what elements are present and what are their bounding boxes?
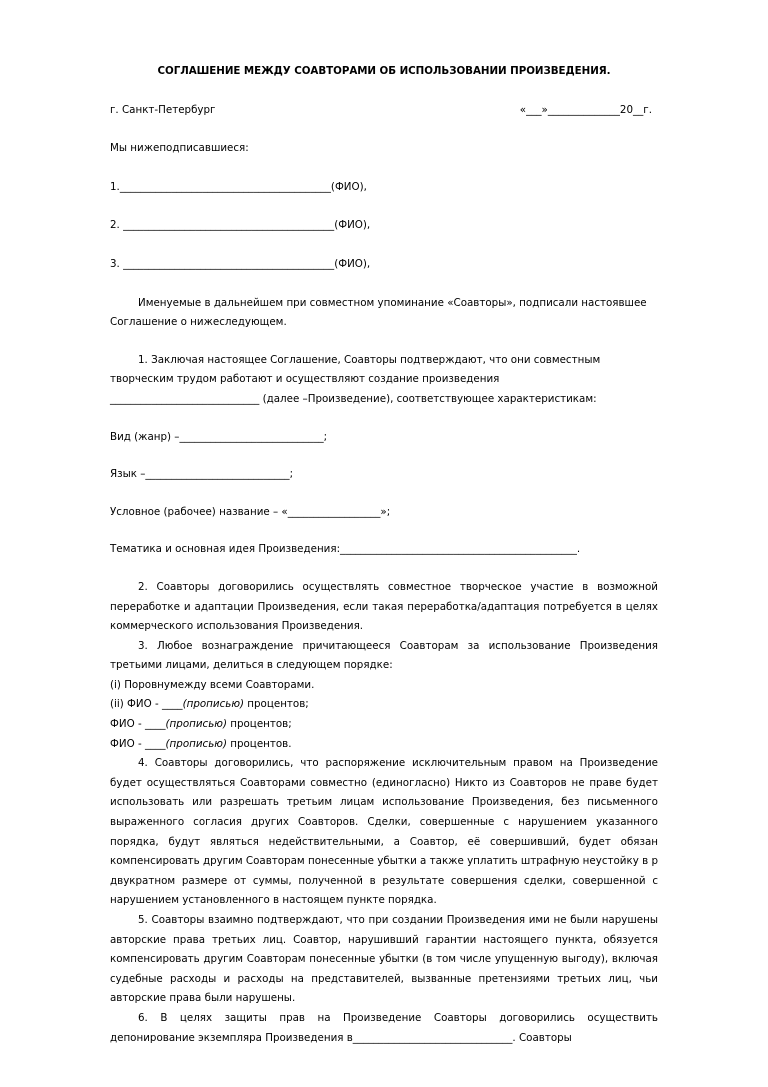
spacer [110,236,658,255]
signatory-blank: _________________________________________ [123,257,335,270]
spacer [110,333,658,351]
field-blank: ____________________________ [145,468,290,481]
list-tail: процентов. [226,737,292,750]
preamble-paragraph: Именуемые в дальнейшем при совместном упоминание «Соавторы», подписали настоявшее Соглашение о нижеследующем. [110,296,647,329]
signatory-line-2 [110,216,658,236]
clause-1-blank: _____________________________ [110,392,260,405]
clause-2-paragraph: 2. Соавторы договорились осуществлять совместное творческое участие в возможной переработке и адаптации Произведения, если такая переработка/адаптация потребуется в целях коммерческого использования Произведения. [110,580,658,633]
field-theme [110,540,658,560]
list-marker: (ii) [110,698,124,711]
city-label: г. Санкт-Петербург [110,103,216,116]
signatory-suffix: (ФИО), [334,219,371,232]
spacer [110,560,658,578]
field-blank: __________________ [287,505,381,518]
clause-6-paragraph [110,1009,658,1048]
list-blank: ____ [161,698,183,711]
field-blank: ____________________________ [179,430,324,443]
list-marker: (i) [110,678,121,691]
date-blank: «___»______________20__г. [519,103,652,116]
page-title: СОГЛАШЕНИЕ МЕЖДУ СОАВТОРАМИ ОБ ИСПОЛЬЗОВАНИИ ПРОИЗВЕДЕНИЯ. [157,65,611,77]
list-tail: процентов; [226,718,292,731]
clause-3-paragraph: 3. Любое вознаграждение причитающееся Соавторам за использование Произведения третьими лицами, делиться в следующем порядке: [110,639,658,672]
signatory-number: 3. [110,257,120,270]
spacer [110,447,658,465]
clause-1-text [110,351,658,390]
signatory-blank: _________________________________________ [123,219,335,232]
list-italic-note: (прописью) [165,718,227,731]
spacer [110,485,658,503]
signatory-suffix: (ФИО), [330,180,367,193]
spacer [110,275,658,294]
signatory-blank: _________________________________________ [119,180,331,193]
list-label: ФИО - [110,737,145,750]
field-suffix: ; [323,430,328,443]
clause-1-after: (далее –Произведение), соответствующее характеристикам: [259,392,597,405]
spacer [110,82,658,101]
spacer [110,522,658,540]
list-blank: ____ [144,718,166,731]
intro-label: Мы нижеподписавшиеся: [110,142,249,155]
field-suffix: . [576,543,581,556]
field-label: Условное (рабочее) название – « [110,505,288,518]
clause-6-after: . Соавторы [512,1031,572,1044]
field-title [110,503,658,523]
signatory-number: 2. [110,219,120,232]
clause-3-item-i [110,676,658,696]
list-label: ФИО - [110,718,145,731]
field-suffix: ; [289,468,294,481]
list-italic-note: (прописью) [182,698,245,711]
spacer [110,197,658,216]
clause-3-item-fio-3 [110,735,658,755]
list-text: Поровнумежду всеми Соавторами. [124,678,315,691]
field-vid [110,428,658,448]
field-label: Язык – [110,468,146,481]
field-suffix: »; [380,505,391,518]
clause-3-item-ii [110,695,658,715]
clause-3-item-fio-2 [110,715,658,735]
signatory-line-1 [110,178,658,198]
list-tail: процентов; [244,698,309,711]
field-yazyk [110,465,658,485]
list-italic-note: (прописью) [165,737,227,750]
clause-4-paragraph: 4. Соавторы договорились, что распоряжение исключительным правом на Произведение будет осуществляться Соавторами совместно (единогласно) Никто из Соавторов не праве будет использовать или разрешать третьим лицам использование Произведения, без письменного выраженного согласия других Соавторов. Сделки, совершенные с нарушением указанного порядка, будут являться недействительными, а Соавтор, её совершивший, будет обязан компенсировать другим Соавторам понесенные убытки а также уплатить штрафную неустойку в р двукратном размере от суммы, полученной в результате совершения сделки, совершенной с нарушением установленного в настоящем пункте порядка. [110,757,658,907]
field-label: Тематика и основная идея Произведения: [110,543,341,556]
list-blank: ____ [144,737,166,750]
signatory-line-3 [110,255,658,275]
document-body [110,62,658,1048]
clause-6-blank: _______________________________ [352,1031,513,1044]
signatory-suffix: (ФИО), [334,257,371,270]
clause-1-blank-line [110,390,658,410]
city-date-row [110,101,658,121]
spacer [110,410,658,428]
clause-6-before: 6. В целях защиты прав на Произведение Соавторы договорились осуществить депонирование экземпляра Произведения в [110,1011,658,1044]
field-label: Вид (жанр) – [110,430,180,443]
list-label: ФИО - [127,698,162,711]
spacer [110,159,658,178]
spacer [110,120,658,139]
field-blank: ______________________________________________ [340,543,577,556]
clause-5-paragraph: 5. Соавторы взаимно подтверждают, что при создании Произведения ими не были нарушены авторские права третьих лиц. Соавтор, нарушивший гарантии настоящего пункта, обязуется компенсировать другим Соавторам понесенные убытки (в том числе упущенную выгоду), включая судебные расходы и расходы на представителей, вызванные претензиями третьих лиц, чьи авторские права были нарушены. [110,914,658,1005]
signatory-number: 1. [110,180,120,193]
clause-1-before: 1. Заключая настоящее Соглашение, Соавторы подтверждают, что они совместным творческим трудом работают и осуществляют создание произведения [110,353,601,386]
